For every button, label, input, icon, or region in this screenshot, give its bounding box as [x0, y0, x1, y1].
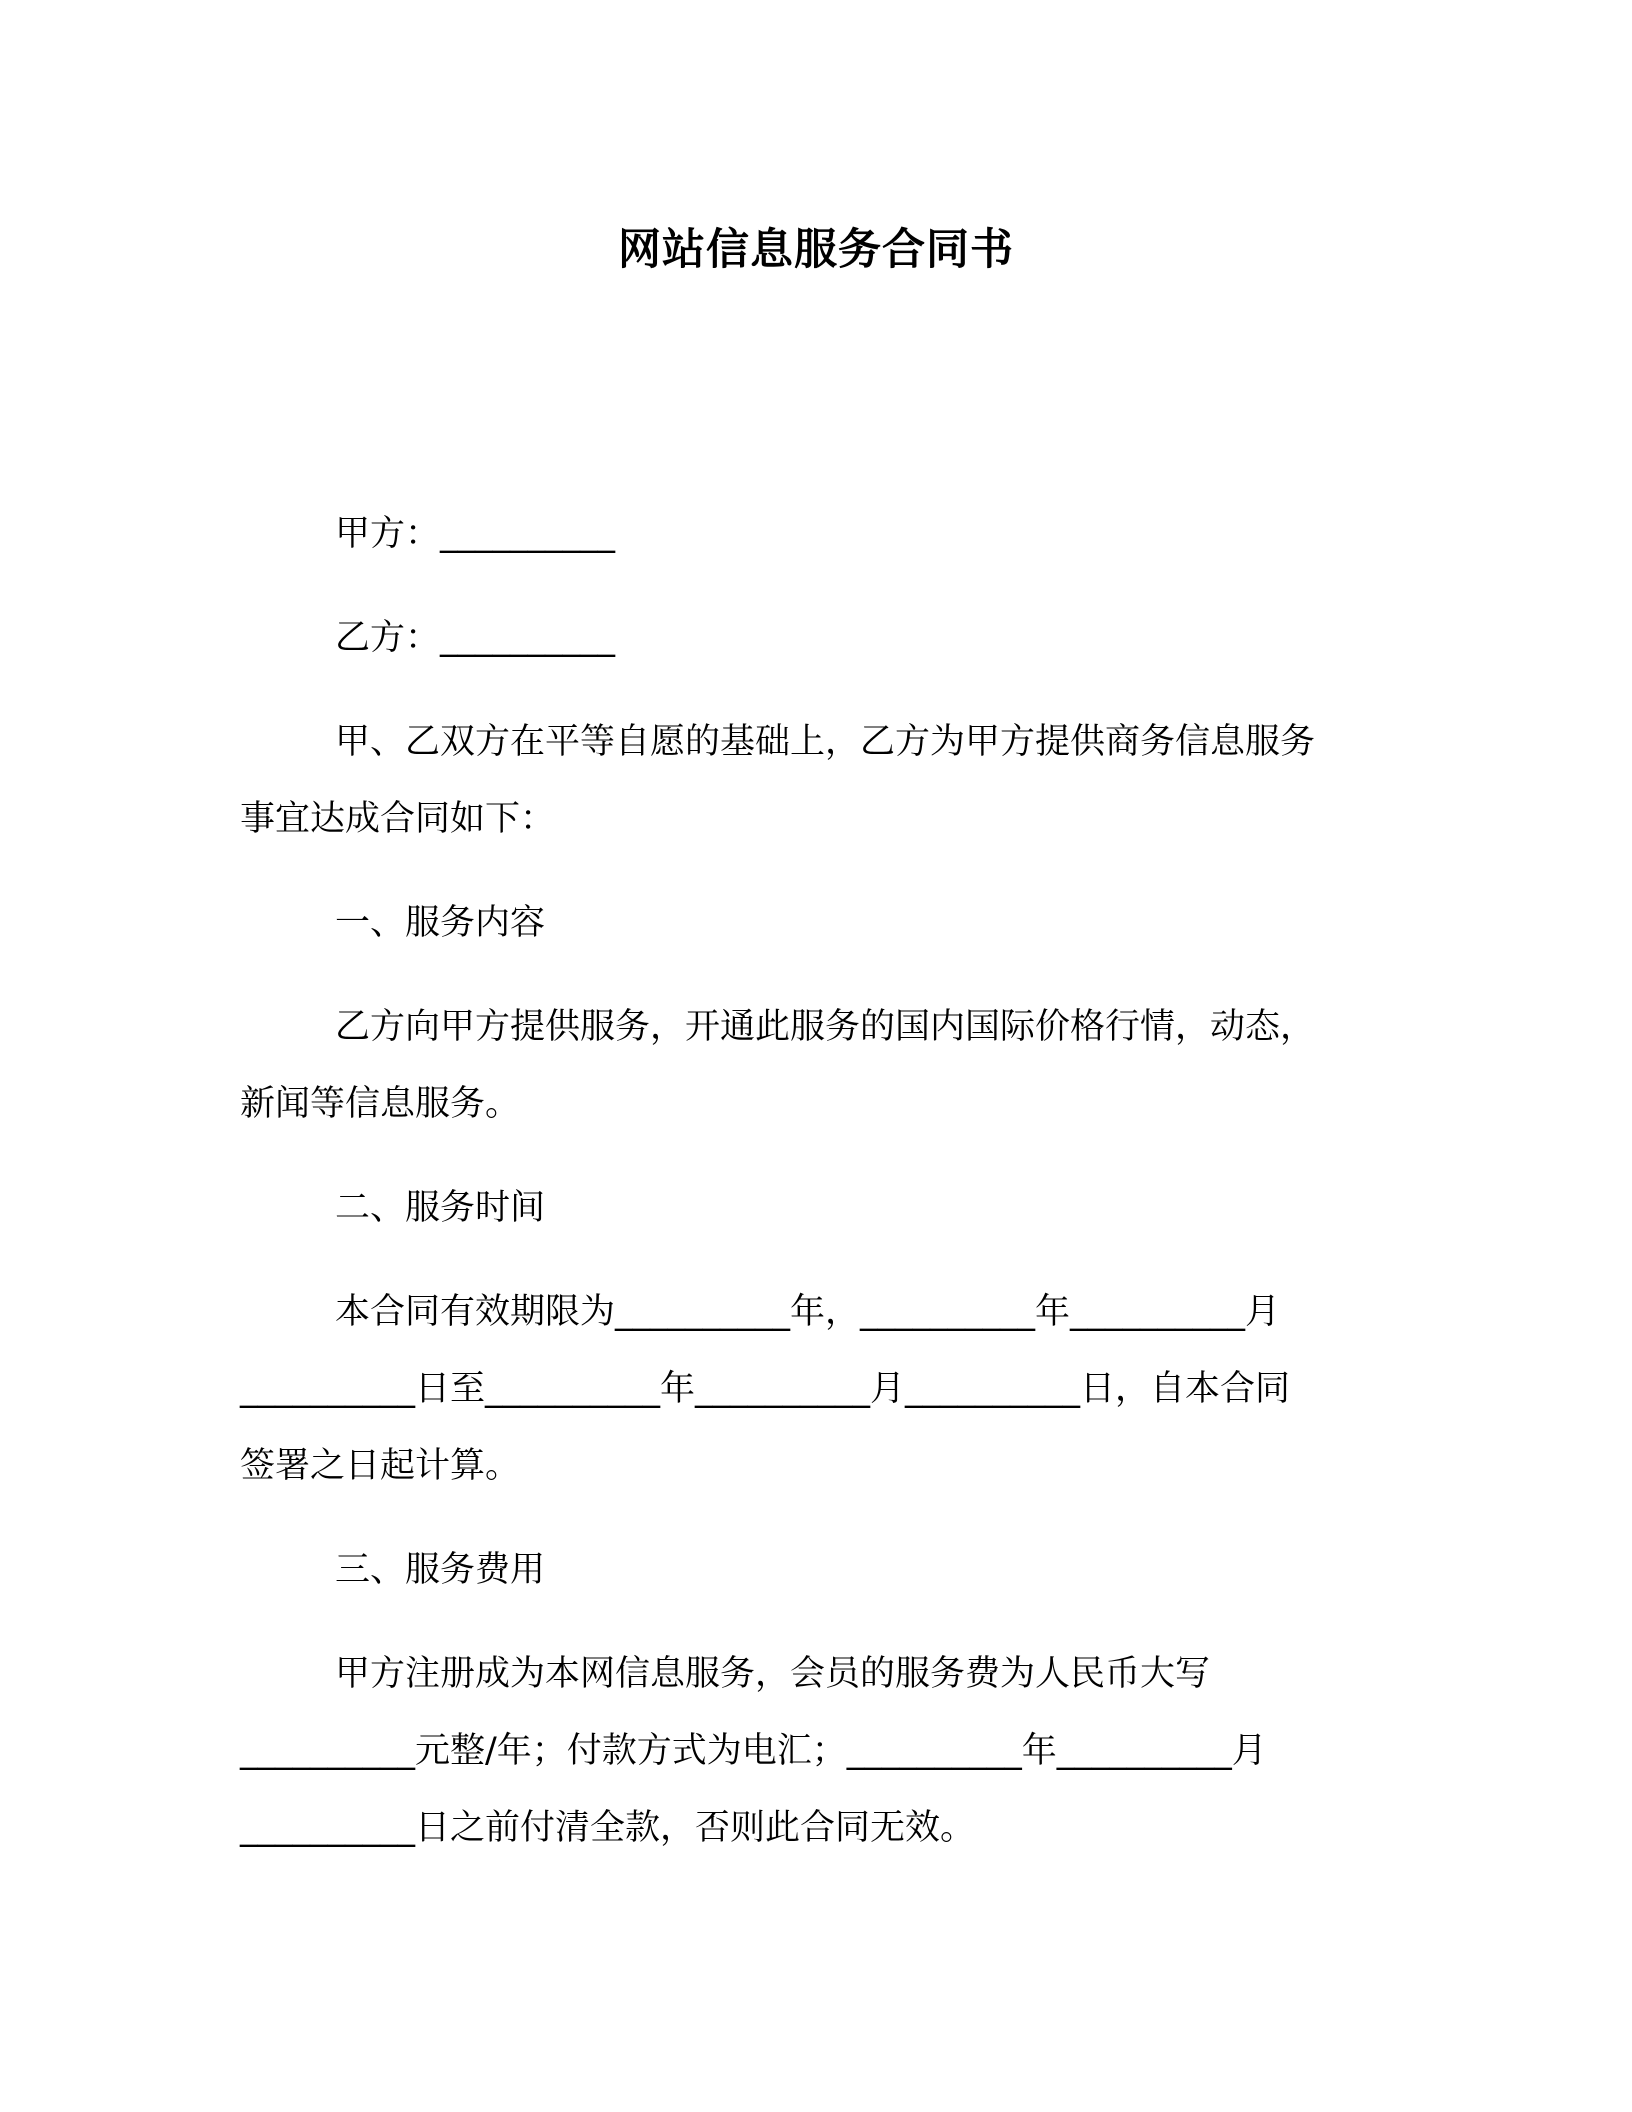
section-heading: 二、服务时间 [335, 1188, 546, 1228]
paragraph-line: 事宜达成合同如下： [240, 799, 556, 839]
paragraph-line: __________日之前付清全款，否则此合同无效。 [240, 1808, 976, 1848]
party-b-line [240, 600, 1392, 677]
party-a-line [240, 496, 1392, 573]
service-fee-paragraph [240, 1636, 1392, 1867]
paragraph-line: 乙方：__________ [335, 618, 616, 658]
section-heading: 三、服务费用 [335, 1550, 546, 1590]
preamble-paragraph [240, 704, 1392, 858]
section-heading-service-content [240, 885, 1392, 962]
paragraph-line: 甲方：__________ [335, 514, 616, 554]
document-body [240, 496, 1392, 1894]
paragraph-line: 甲方注册成为本网信息服务，会员的服务费为人民币大写 [335, 1654, 1211, 1694]
paragraph-line: 本合同有效期限为__________年，__________年__________月 [335, 1292, 1281, 1332]
paragraph-line: __________日至__________年__________月__________日，自本合同 [240, 1369, 1291, 1409]
paragraph-line: 乙方向甲方提供服务，开通此服务的国内国际价格行情，动态， [335, 1007, 1316, 1047]
section-heading-service-fee [240, 1532, 1392, 1609]
service-time-paragraph [240, 1274, 1392, 1505]
paragraph-line: 甲、乙双方在平等自愿的基础上，乙方为甲方提供商务信息服务 [335, 722, 1316, 762]
service-content-paragraph [240, 989, 1392, 1143]
paragraph-line: 签署之日起计算。 [240, 1446, 521, 1486]
section-heading: 一、服务内容 [335, 903, 546, 943]
paragraph-line: __________元整/年；付款方式为电汇；__________年__________月 [240, 1731, 1267, 1771]
paragraph-line: 新闻等信息服务。 [240, 1084, 521, 1124]
document-title: 网站信息服务合同书 [618, 225, 1014, 275]
section-heading-service-time [240, 1170, 1392, 1247]
